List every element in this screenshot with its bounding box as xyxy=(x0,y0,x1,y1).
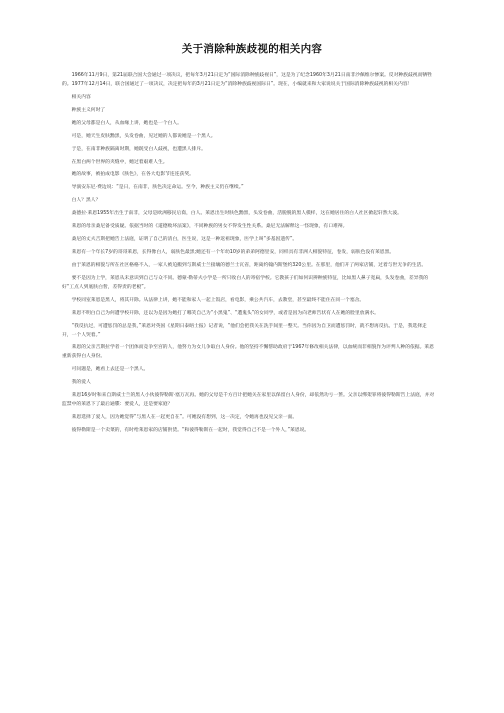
document-body xyxy=(62,72,436,440)
body-paragraph: 她的故事，被拍成电影《肤色》，在各大电影节连连获奖。 xyxy=(71,172,194,178)
body-paragraph: 桑德拉·莱恩1955年出生于南非，父母是欧洲移民后裔，白人。莱恩出生时肤色黝黑，头发卷曲，活脱脱的黑人模样，这在她居住的白人社区掀起轩然大波。 xyxy=(71,211,402,217)
body-paragraph: 在黑白两个世界的夹缝中，她过着艰难人生。 xyxy=(71,159,168,165)
body-paragraph: 彼得勒斯是一个卖菜的，有时给莱恩家的店铺供货。“和彼得勒斯在一起时，我觉得自己不是一个外人，”莱恩说。 xyxy=(71,427,310,433)
body-paragraph: 要不是因为上学，莱恩从未意识到自己与众不同。德蒙·勒蒂夫小学是一所只收白人的寄宿学校。它教孩子们如何识辨种族特征，比如黑人鼻子宽扁，头发卷曲，差异我的好“工点人到底肤白皙，差得责的老板”。 xyxy=(62,276,429,290)
body-paragraph: 莱恩有一个年长7岁的哥哥莱恩，长得像白人，弱肤色最黑;她还有一个年幼10岁的弟弟阿德里安，同样具有非洲人相貌特征，卷发，弱肤色没有莱恩黑。 xyxy=(71,250,395,256)
document-title: 关于消除种族歧视的相关内容 xyxy=(181,43,323,55)
body-paragraph: “我反抗过，可遭惩罚的总是我，”莱恩对英国《星期日泰晤士报》记者说，“他们会把我关在洗手间里一整天。当你因为自卫而遭惩罚时，就不想再反抗。于是，我选择走开，一个人哭着。” xyxy=(62,323,427,338)
body-paragraph: 莱恩16岁时和来自斯威士兰的黑人小伙彼得勒斯·塞万瓦再。她的父母是千方百计把她关在家里以保留白人身份，却依然功亏一篑。父亲以绑架罪将彼得勒斯告上法庭，并对监禁中的莱恩下了最后通牒：要爱人，还是要家庭？ xyxy=(62,393,435,407)
body-paragraph: 可是，她天生皮肤黝黑，头发卷曲，见过她的人都说她是一个黑人。 xyxy=(71,133,216,139)
body-paragraph: 莱恩的父亲吉斯拉学者一个团体而竞争至宫的人，他努力为女儿争取白人身份。他的坚持不懈帮助政府于1967年修改相关法律，以血统而非相貌作为评判人种的依据。莱恩重新获得白人身份。 xyxy=(62,345,434,360)
section-subheading: 我的爱人 xyxy=(71,380,91,386)
body-paragraph: 可问题是，她看上去还是一个黑人。 xyxy=(71,367,149,373)
body-paragraph: 她的父母都是白人，从血缘上讲，她也是一个白人。 xyxy=(71,120,182,126)
body-paragraph: 学校同室莱恩是黑人，将其开除。从法律上讲，她不能和家人一起上饭店，看电影，乘公共汽车，去教堂，甚至最终不能住在同一个塞舍。 xyxy=(71,297,365,303)
body-paragraph: 莱恩的母亲桑尼备受质疑。依据当时的《道德败坏法案》，不同种族的男女不得发生性关系。桑尼无法解释这一怪现象，有口难辩。 xyxy=(71,224,348,230)
body-paragraph: 桑尼的丈夫吉斯把她告上法庭，证明了自己的清白，医生说，这是一种返祖现象，医学上叫“多基因遗传”。 xyxy=(71,237,298,243)
body-paragraph: 由于莱恩的相貌与所在社区格格不入，一家人被迫搬到与斯威士兰接壤的德兰士瓦省，距离约翰内斯堡约320公里。在那里，他们开了两家店铺，过着与世无争的生活。 xyxy=(71,263,427,269)
section-subheading: 白人？黑人？ xyxy=(71,198,101,204)
intro-paragraph: 1966年11月9日，第21届联合国大会通过一项决议，把每年3月21日定为“国际消除种族歧视日”，这是为了纪念1960年3月21日南非沙佩维尔惨案。反对种族歧视而牺牲的。1977年12月14日，联合国通过了一项决议，决定把每年的3月21日定为“消除种族歧视国际日”。现在，小编就来和大家说说关于国际消除种族歧视的相关内容！ xyxy=(62,73,432,87)
body-paragraph: 莱恩不明白自己为何遭学校开除，还以为是因为她打了哪笑自己为“小黑鬼”、“遭鬼头”的女同学，或者是因为向老师告状有人在她的脸里放满水。 xyxy=(71,310,379,316)
section-subheading: 种族主义何时了 xyxy=(71,107,106,113)
body-paragraph: 于是，在南非种族隔离时期，她既受白人歧视，也遭黑人排斥。 xyxy=(71,146,206,152)
body-paragraph: 莱恩选择了爱人，因为她觉得“与黑人在一起更自在”。可她没有想到，这一决定，令她再也没见父亲一面。 xyxy=(71,414,298,420)
body-paragraph: 导演安东尼·费边说：“是日，在南非，肤色决定命运。至今，种族主义仍在继续。” xyxy=(71,185,244,191)
section-heading: 相关内容 xyxy=(71,94,91,100)
